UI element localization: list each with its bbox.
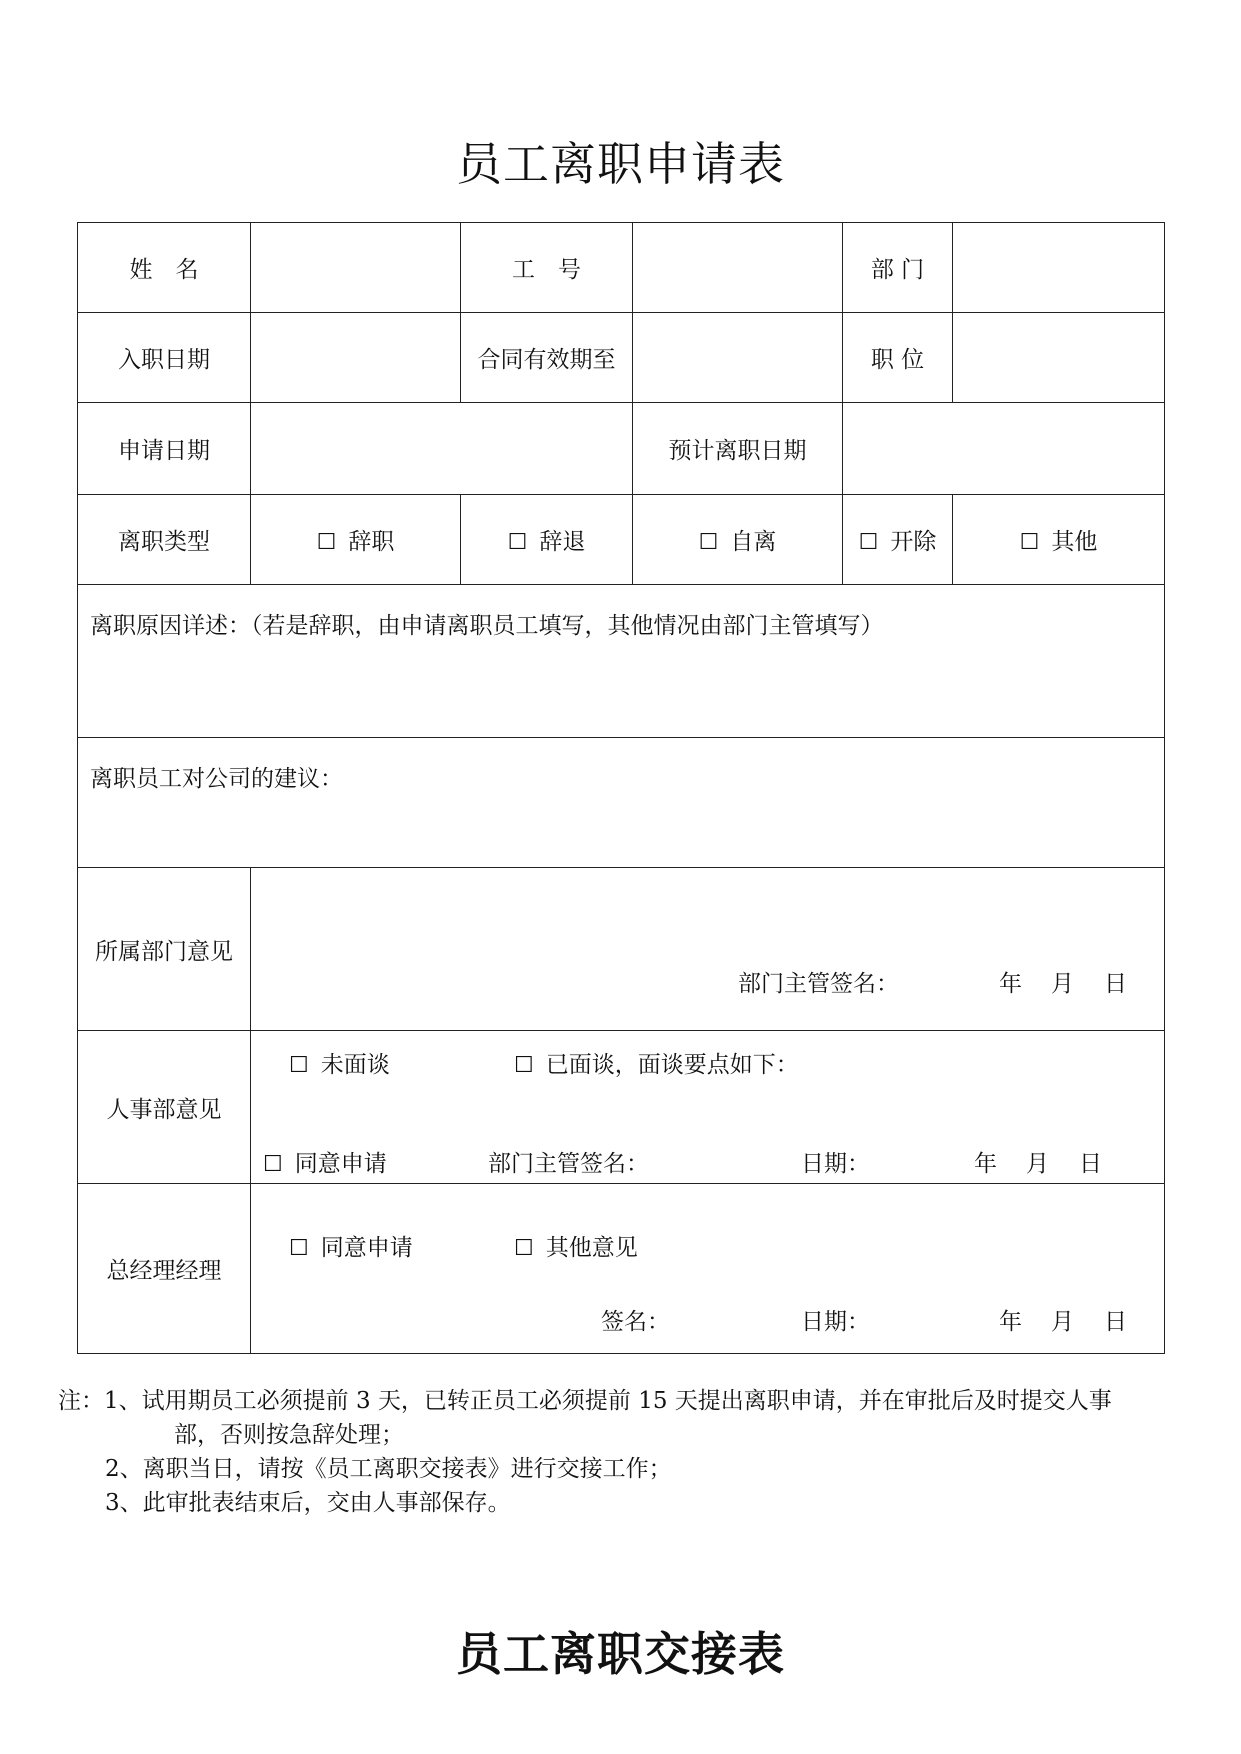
leave-type-option-fired[interactable] (843, 495, 953, 585)
checkbox-icon[interactable]: ☐ (289, 1053, 309, 1078)
dept-year: 年 (999, 971, 1022, 997)
note-1-continued: 部，否则按急辞处理； (174, 1422, 404, 1448)
checkbox-icon[interactable]: ☐ (858, 530, 879, 555)
leave-type-option-other[interactable] (953, 495, 1165, 585)
option-label: 同意申请 (320, 1235, 413, 1261)
label-emp-no: 工 号 (461, 223, 633, 313)
hr-day: 日 (1079, 1151, 1102, 1177)
reason-label: 离职原因详述：（若是辞职，由申请离职员工填写，其他情况由部门主管填写） (90, 613, 884, 639)
notes-prefix: 注： (58, 1388, 104, 1414)
label-contract-until: 合同有效期至 (461, 313, 633, 403)
label-name: 姓 名 (78, 223, 251, 313)
label-hr-opinion: 人事部意见 (78, 1031, 251, 1184)
dept-field[interactable] (953, 223, 1165, 313)
label-gm-opinion: 总经理经理 (78, 1184, 251, 1354)
label-position: 职 位 (843, 313, 953, 403)
option-label: 自离 (730, 529, 777, 555)
label-expected-leave-date: 预计离职日期 (633, 403, 843, 495)
emp-no-field[interactable] (633, 223, 843, 313)
apply-date-field[interactable] (251, 403, 633, 495)
resignation-form-table (77, 222, 1165, 1354)
option-label: 已面谈，面谈要点如下： (545, 1052, 799, 1078)
option-label: 其他意见 (545, 1235, 638, 1261)
checkbox-icon[interactable]: ☐ (514, 1053, 534, 1078)
gm-sign-label: 签名： (601, 1309, 670, 1335)
option-label: 辞退 (539, 529, 586, 555)
position-field[interactable] (953, 313, 1165, 403)
gm-date-label: 日期： (801, 1309, 870, 1335)
gm-month: 月 (1051, 1309, 1074, 1335)
label-apply-date: 申请日期 (78, 403, 251, 495)
name-field[interactable] (251, 223, 461, 313)
hr-sign-label: 部门主管签名： (488, 1151, 649, 1177)
notes-section (58, 1384, 1188, 1520)
option-label: 其他 (1051, 529, 1098, 555)
option-label: 辞职 (348, 529, 395, 555)
leave-type-option-dismissed[interactable] (461, 495, 633, 585)
form-title: 员工离职申请表 (456, 137, 785, 191)
note-3: 3、此审批表结束后，交由人事部保存。 (105, 1490, 511, 1516)
label-dept: 部 门 (843, 223, 953, 313)
checkbox-icon[interactable]: ☐ (507, 530, 528, 555)
hr-year: 年 (974, 1151, 997, 1177)
gm-agree-option[interactable] (289, 1229, 413, 1262)
dept-month: 月 (1051, 971, 1074, 997)
checkbox-icon[interactable]: ☐ (514, 1236, 534, 1261)
dept-sign-label: 部门主管签名： (738, 971, 899, 997)
note-2: 2、离职当日，请按《员工离职交接表》进行交接工作； (105, 1456, 672, 1482)
option-label: 开除 (890, 529, 937, 555)
gm-year: 年 (999, 1309, 1022, 1335)
note-1: 1、试用期员工必须提前 3 天，已转正员工必须提前 15 天提出离职申请，并在审批后及时提交人事 (104, 1388, 1112, 1414)
checkbox-icon[interactable]: ☐ (1019, 530, 1040, 555)
checkbox-icon[interactable]: ☐ (698, 530, 719, 555)
label-dept-opinion: 所属部门意见 (78, 868, 251, 1031)
suggestion-section[interactable] (78, 738, 1165, 868)
hr-month: 月 (1026, 1151, 1049, 1177)
hr-date-label: 日期： (801, 1151, 870, 1177)
expected-leave-date-field[interactable] (843, 403, 1165, 495)
hr-agree-option[interactable] (263, 1145, 387, 1178)
gm-opinion-area[interactable] (251, 1184, 1165, 1354)
suggestion-label: 离职员工对公司的建议： (90, 766, 343, 792)
gm-other-option[interactable] (514, 1229, 638, 1262)
dept-opinion-area[interactable] (251, 868, 1165, 1031)
label-leave-type: 离职类型 (78, 495, 251, 585)
checkbox-icon[interactable]: ☐ (316, 530, 337, 555)
leave-type-option-resign[interactable] (251, 495, 461, 585)
dept-day: 日 (1104, 971, 1127, 997)
hire-date-field[interactable] (251, 313, 461, 403)
checkbox-icon[interactable]: ☐ (263, 1152, 283, 1177)
gm-day: 日 (1104, 1309, 1127, 1335)
hr-interviewed-option[interactable] (514, 1046, 799, 1079)
leave-type-option-self-leave[interactable] (633, 495, 843, 585)
label-hire-date: 入职日期 (78, 313, 251, 403)
option-label: 未面谈 (320, 1052, 390, 1078)
contract-until-field[interactable] (633, 313, 843, 403)
hr-opinion-area[interactable] (251, 1031, 1165, 1184)
reason-section[interactable] (78, 585, 1165, 738)
checkbox-icon[interactable]: ☐ (289, 1236, 309, 1261)
hr-not-interviewed-option[interactable] (289, 1046, 390, 1079)
option-label: 同意申请 (294, 1151, 387, 1177)
handover-form-title: 员工离职交接表 (456, 1627, 785, 1681)
